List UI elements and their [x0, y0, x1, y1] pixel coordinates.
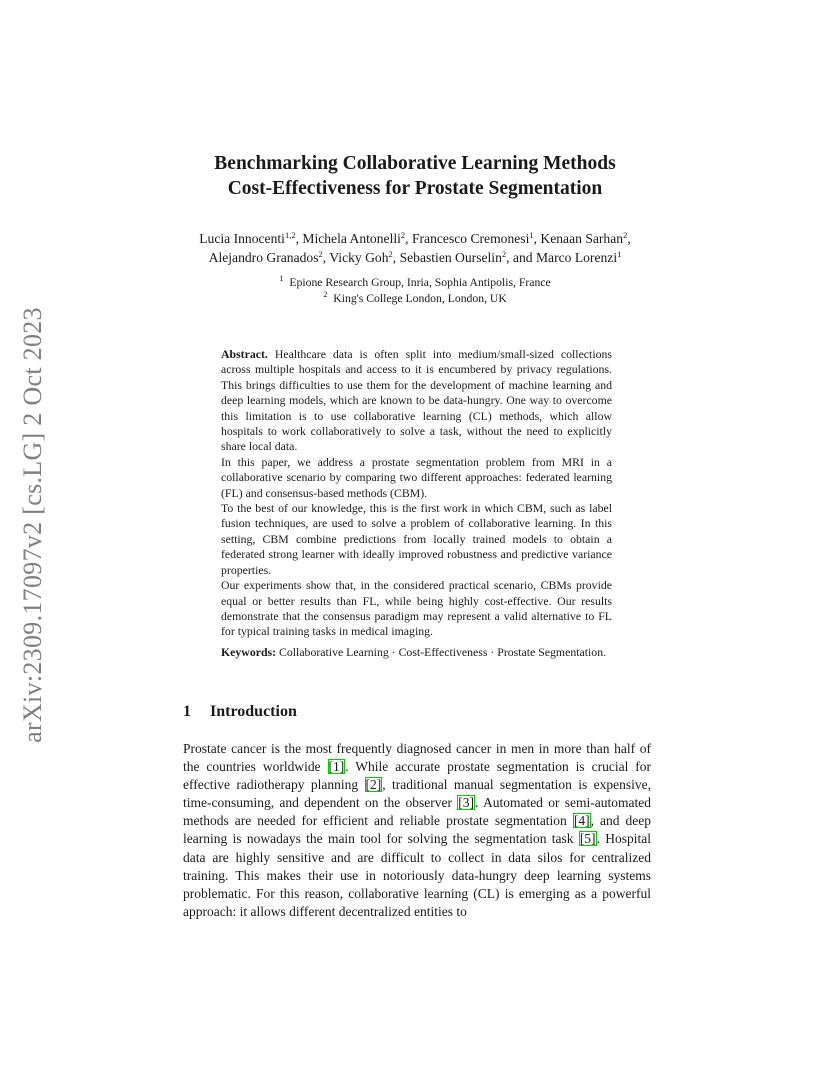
- author-affiliation-mark: 2: [318, 249, 323, 259]
- affiliation-text: Epione Research Group, Inria, Sophia Antipolis, France: [289, 276, 551, 289]
- author-affiliation-mark: 1,2: [284, 230, 296, 240]
- section-title: Introduction: [210, 703, 297, 720]
- author-name: Lucia Innocenti: [199, 231, 285, 246]
- abstract-paragraph-3: To the best of our knowledge, this is the first work in which CBM, such as label fusion techniques, are used to solve a problem of collaborative learning. In this setting, CBM combine predictions from locally trained models to obtain a federated strong learner with ideally improved robustness and predictive variance properties.: [221, 501, 612, 577]
- citation-link[interactable]: [3]: [458, 795, 475, 811]
- author-name: , Francesco Cremonesi: [405, 231, 530, 246]
- citation-link[interactable]: [1]: [328, 759, 345, 775]
- abstract: [221, 347, 612, 640]
- citation-link[interactable]: [4]: [573, 813, 590, 829]
- arxiv-identifier-stamp: [20, 297, 46, 752]
- keywords: [221, 645, 612, 660]
- abstract-paragraph-2: In this paper, we address a prostate segmentation problem from MRI in a collaborative scenario by comparing two different approaches: federated learning (FL) and consensus-based methods (CBM).: [221, 454, 612, 500]
- introduction-paragraph: [183, 740, 651, 921]
- intro-text: Prostate cancer is the most frequently diagnosed cancer in men in more than half of the countries worldwide: [183, 741, 651, 775]
- title-line-2: Cost-Effectiveness for Prostate Segmentation: [227, 178, 603, 199]
- affiliation-2: [150, 288, 680, 307]
- author-affiliation-mark: 1: [529, 230, 534, 240]
- intro-text: , and deep learning is nowadays the main tool for solving the segmentation task: [183, 813, 651, 847]
- author-name: , Michela Antonelli: [295, 231, 401, 246]
- author-list: [150, 229, 680, 267]
- intro-text: . While accurate prostate segmentation is crucial for effective radiotherapy planning: [183, 759, 651, 793]
- paper-title: [150, 151, 680, 201]
- abstract-paragraph-4: Our experiments show that, in the considered practical scenario, CBMs provide equal or better results than FL, while being highly cost-effective. Our results demonstrate that the consensus paradigm may represent a valid alternative to FL for typical training tasks in medical imaging.: [221, 578, 612, 639]
- abstract-text: Healthcare data is often split into medium/small-sized collections across multiple hospitals and access to it is encumbered by privacy regulations. This brings difficulties to use them for the development of machine learning and deep learning models, which are known to be data-hungry. One way to overcome this limitation is to use collaborative learning (CL) methods, which allow hospitals to work collaboratively to solve a task, without the need to explicitly share local data.: [221, 347, 612, 454]
- author-name: , Kenaan Sarhan: [533, 231, 624, 246]
- title-line-1: Benchmarking Collaborative Learning Methods: [214, 153, 616, 174]
- intro-text: , traditional manual segmentation is expensive, time-consuming, and dependent on the observer: [183, 777, 651, 811]
- affiliation-text: King's College London, London, UK: [333, 291, 507, 305]
- affiliation-list: [150, 275, 680, 306]
- section-number: 1: [183, 703, 191, 720]
- citation-link[interactable]: [5]: [579, 831, 596, 847]
- author-affiliation-mark: 2: [623, 230, 628, 240]
- author-affiliation-mark: 2: [501, 249, 507, 259]
- author-line-1: [150, 229, 680, 248]
- keywords-label: Keywords:: [221, 645, 277, 659]
- author-name: Alejandro Granados: [208, 250, 319, 265]
- author-name: , Sebastien Ourselin: [392, 250, 502, 265]
- affiliation-number: 2: [323, 288, 328, 299]
- abstract-label: Abstract.: [221, 347, 268, 361]
- affiliation-number: 1: [279, 273, 284, 283]
- author-separator: ,: [627, 231, 631, 246]
- keywords-text: Collaborative Learning · Cost-Effectiveness · Prostate Segmentation.: [279, 645, 607, 659]
- section-heading-introduction: [183, 703, 297, 721]
- arxiv-identifier-text: arXiv:2309.17097v2 [cs.LG] 2 Oct 2023: [18, 306, 48, 743]
- intro-text: . Hospital data are highly sensitive and are difficult to collect in data silos for centralized training. This makes their use in notoriously data-hungry deep learning systems problematic. For this reason, collaborative learning (CL) is emerging as a powerful approach: it allows different decentralized entities to: [183, 831, 651, 919]
- author-line-2: [150, 248, 680, 267]
- author-affiliation-mark: 2: [400, 230, 406, 240]
- affiliation-1: [150, 275, 680, 291]
- citation-link[interactable]: [2]: [365, 777, 382, 793]
- abstract-paragraph-1: [221, 347, 612, 455]
- intro-text: . Automated or semi-automated methods are needed for efficient and reliable prostate segmentation: [183, 795, 651, 829]
- author-affiliation-mark: 2: [388, 249, 393, 259]
- author-name: , Vicky Goh: [322, 250, 389, 265]
- author-name: , and Marco Lorenzi: [506, 250, 618, 265]
- author-affiliation-mark: 1: [617, 249, 622, 259]
